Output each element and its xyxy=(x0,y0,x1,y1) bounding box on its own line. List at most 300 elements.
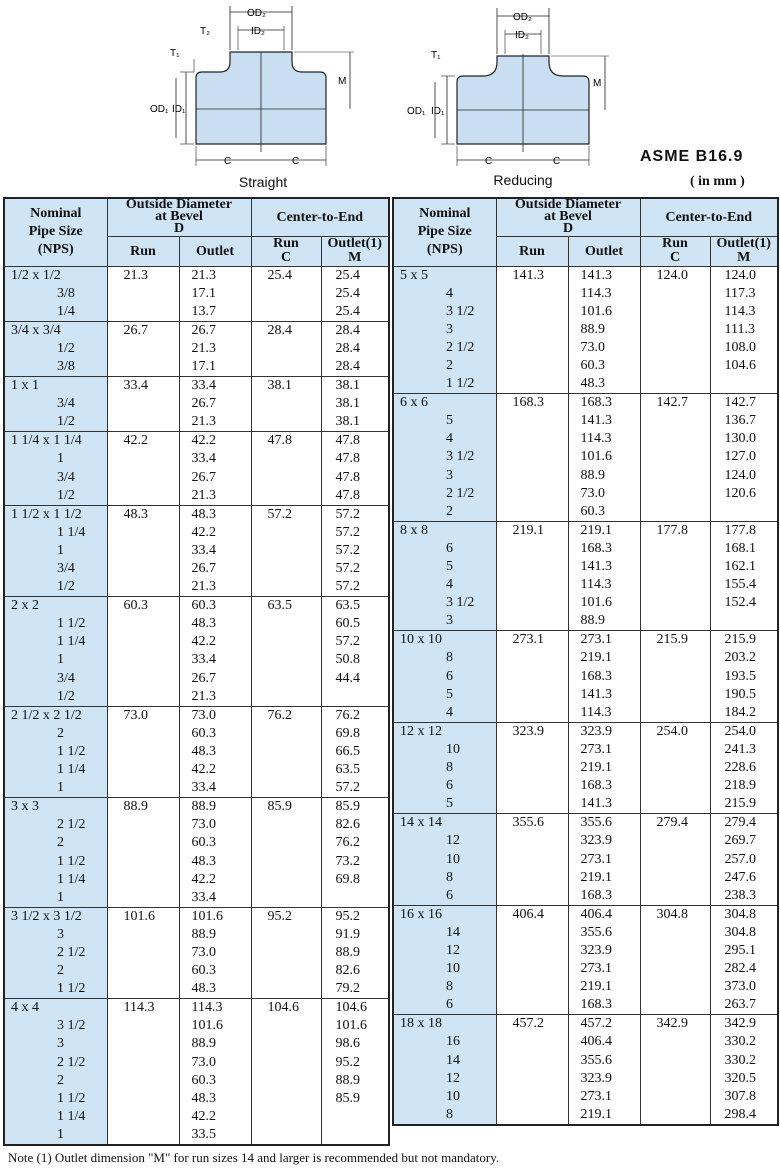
outlet-value: 48.3 xyxy=(191,1090,216,1106)
m-value: 155.4 xyxy=(724,577,756,593)
outlet-value: 21.3 xyxy=(191,579,216,595)
nps-value: 6 xyxy=(446,997,453,1013)
nps-value: 10 xyxy=(446,741,460,757)
m-value: 95.2 xyxy=(335,908,360,924)
m-value: 47.8 xyxy=(335,433,360,449)
center-outlet-cell xyxy=(710,394,778,522)
nps-value: 1 1/4 x 1 1/4 xyxy=(11,433,82,449)
m-value: 47.8 xyxy=(335,451,360,467)
m-value: 88.9 xyxy=(335,1072,360,1088)
nps-cell xyxy=(4,432,107,505)
m-value: 263.7 xyxy=(724,997,756,1013)
nps-value: 2 xyxy=(57,835,64,851)
od-run-cell xyxy=(496,905,568,1015)
outlet-value: 141.3 xyxy=(580,267,612,283)
nps-value: 1 1/2 x 1 1/2 xyxy=(11,506,82,522)
svg-text:ID₂: ID₂ xyxy=(251,26,265,37)
outlet-value: 114.3 xyxy=(580,577,612,593)
m-value: 104.6 xyxy=(724,357,756,373)
m-value: 25.4 xyxy=(335,303,360,319)
outlet-value: 17.1 xyxy=(191,358,216,374)
m-value: 342.9 xyxy=(724,1016,756,1032)
od-run-cell xyxy=(107,907,179,998)
outlet-value: 168.3 xyxy=(580,668,612,684)
od-outlet-cell xyxy=(179,798,251,908)
c-value: 25.4 xyxy=(267,267,292,283)
unit-label: ( in mm ) xyxy=(690,174,745,189)
outlet-value: 168.3 xyxy=(580,778,612,794)
outlet-value: 73.0 xyxy=(191,944,216,960)
outlet-value: 88.9 xyxy=(580,467,605,483)
nps-value: 12 xyxy=(446,1070,460,1086)
outlet-value: 273.1 xyxy=(580,741,612,757)
center-run-cell xyxy=(251,432,321,505)
outlet-value: 73.0 xyxy=(191,707,216,723)
center-outlet-cell xyxy=(321,505,389,596)
m-value: 330.2 xyxy=(724,1034,756,1050)
od-run-cell xyxy=(107,798,179,908)
m-value: 82.6 xyxy=(335,963,360,979)
outlet-value: 457.2 xyxy=(580,1016,612,1032)
m-value: 57.2 xyxy=(335,524,360,540)
od-outlet-cell xyxy=(179,321,251,376)
outlet-value: 60.3 xyxy=(580,357,605,373)
svg-text:OD₁: OD₁ xyxy=(150,104,169,115)
od-run-cell xyxy=(496,521,568,631)
nps-value: 5 xyxy=(446,413,453,429)
table-row xyxy=(4,432,389,505)
m-value: 120.6 xyxy=(724,485,756,501)
nps-value: 12 xyxy=(446,833,460,849)
svg-text:C: C xyxy=(224,156,232,167)
m-value: 57.2 xyxy=(335,634,360,650)
nps-value: 1 1/4 xyxy=(57,1108,86,1124)
nps-value: 4 xyxy=(446,285,453,301)
c-value: 85.9 xyxy=(267,799,292,815)
nps-value: 3/8 xyxy=(57,285,75,301)
outlet-value: 219.1 xyxy=(580,1106,612,1122)
outlet-value: 21.3 xyxy=(191,340,216,356)
outlet-value: 323.9 xyxy=(580,1070,612,1086)
nps-value: 1 xyxy=(57,780,64,796)
nps-value: 6 xyxy=(446,668,453,684)
m-value: 50.8 xyxy=(335,652,360,668)
table-row xyxy=(4,505,389,596)
outlet-value: 141.3 xyxy=(580,796,612,812)
reducing-caption: Reducing xyxy=(493,172,553,188)
m-value: 108.0 xyxy=(724,339,756,355)
nps-value: 10 xyxy=(446,1088,460,1104)
nps-value: 2 x 2 xyxy=(11,598,39,614)
nps-value: 1 xyxy=(57,889,64,905)
m-value: 57.2 xyxy=(335,561,360,576)
outlet-value: 219.1 xyxy=(580,869,612,885)
m-value: 63.5 xyxy=(335,762,360,778)
svg-text:OD₁: OD₁ xyxy=(407,106,426,117)
m-value: 269.7 xyxy=(724,833,756,849)
m-value: 76.2 xyxy=(335,707,360,723)
run-value: 457.2 xyxy=(512,1016,544,1032)
outlet-value: 33.4 xyxy=(191,889,216,905)
table-row xyxy=(4,798,389,908)
outlet-value: 73.0 xyxy=(580,485,605,501)
outlet-value: 323.9 xyxy=(580,723,612,739)
m-value: 66.5 xyxy=(335,743,360,759)
outlet-value: 73.0 xyxy=(191,817,216,833)
nps-value: 1 1/4 xyxy=(57,524,86,540)
m-value: 124.0 xyxy=(724,267,756,283)
m-value: 57.2 xyxy=(335,542,360,558)
nps-cell xyxy=(393,521,496,631)
m-value: 28.4 xyxy=(335,340,360,356)
outlet-value: 33.4 xyxy=(191,378,216,394)
svg-text:OD₂: OD₂ xyxy=(513,12,532,23)
m-value: 257.0 xyxy=(724,851,756,867)
header-run-c: Run C xyxy=(251,236,321,266)
outlet-value: 88.9 xyxy=(580,321,605,337)
nps-value: 10 xyxy=(446,961,460,977)
outlet-value: 42.2 xyxy=(191,634,216,650)
outlet-value: 406.4 xyxy=(580,906,612,922)
center-outlet-cell xyxy=(321,999,389,1145)
m-value: 73.2 xyxy=(335,853,360,869)
table-row xyxy=(4,321,389,376)
m-value: 28.4 xyxy=(335,358,360,374)
center-run-cell xyxy=(251,999,321,1145)
nps-value: 1/2 xyxy=(57,414,75,430)
svg-text:C: C xyxy=(553,156,561,167)
outlet-value: 60.3 xyxy=(191,598,216,614)
table-row xyxy=(393,266,778,394)
od-outlet-cell xyxy=(568,1015,640,1125)
table-row xyxy=(393,1015,778,1125)
header-od: Outside Diameter at Bevel D xyxy=(107,198,251,236)
m-value: 82.6 xyxy=(335,817,360,833)
header-run-c: Run C xyxy=(640,236,710,266)
header-cte: Center-to-End xyxy=(640,198,778,236)
nps-value: 2 1/2 xyxy=(446,485,475,501)
outlet-value: 101.6 xyxy=(580,449,612,465)
m-value: 114.3 xyxy=(724,303,756,319)
m-value: 38.1 xyxy=(335,414,360,430)
outlet-value: 273.1 xyxy=(580,1088,612,1104)
outlet-value: 60.3 xyxy=(191,963,216,979)
m-value: 47.8 xyxy=(335,487,360,503)
svg-text:OD₂: OD₂ xyxy=(247,8,266,19)
od-outlet-cell xyxy=(568,394,640,522)
nps-cell xyxy=(4,597,107,707)
center-outlet-cell xyxy=(710,905,778,1015)
center-outlet-cell xyxy=(321,377,389,432)
nps-value: 2 1/2 x 2 1/2 xyxy=(11,707,82,723)
nps-value: 2 1/2 xyxy=(446,339,475,355)
m-value: 295.1 xyxy=(724,942,756,958)
outlet-value: 48.3 xyxy=(580,376,605,392)
outlet-value: 21.3 xyxy=(191,688,216,704)
nps-value: 3 xyxy=(57,1036,64,1052)
nps-value: 12 x 12 xyxy=(400,723,442,739)
nps-value: 3/4 x 3/4 xyxy=(11,322,61,338)
table-row xyxy=(393,722,778,813)
nps-cell xyxy=(4,907,107,998)
m-value: 117.3 xyxy=(724,285,756,301)
reducing-tee-diagram xyxy=(405,4,615,174)
m-value: 177.8 xyxy=(724,522,756,538)
m-value: 91.9 xyxy=(335,926,360,942)
nps-value: 3/4 xyxy=(57,561,75,576)
od-outlet-cell xyxy=(568,631,640,722)
outlet-value: 355.6 xyxy=(580,924,612,940)
left-dimension-table xyxy=(3,197,390,1146)
outlet-value: 273.1 xyxy=(580,961,612,977)
nps-value: 14 x 14 xyxy=(400,815,442,831)
nps-cell xyxy=(4,321,107,376)
outlet-value: 42.2 xyxy=(191,433,216,449)
center-run-cell xyxy=(251,321,321,376)
run-value: 33.4 xyxy=(123,378,148,394)
m-value: 190.5 xyxy=(724,686,756,702)
outlet-value: 355.6 xyxy=(580,815,612,831)
run-value: 406.4 xyxy=(512,906,544,922)
run-value: 219.1 xyxy=(512,522,544,538)
nps-value: 2 1/2 xyxy=(57,1054,86,1070)
center-outlet-cell xyxy=(321,706,389,797)
od-outlet-cell xyxy=(179,597,251,707)
nps-value: 2 1/2 xyxy=(57,944,86,960)
od-run-cell xyxy=(496,814,568,905)
m-value: 101.6 xyxy=(335,1018,367,1034)
outlet-value: 219.1 xyxy=(580,979,612,995)
center-outlet-cell xyxy=(710,631,778,722)
run-value: 168.3 xyxy=(512,395,544,411)
outlet-value: 88.9 xyxy=(191,1036,216,1052)
header-outlet: Outlet xyxy=(568,236,640,266)
center-run-cell xyxy=(251,798,321,908)
header-run: Run xyxy=(496,236,568,266)
c-value: 38.1 xyxy=(267,378,292,394)
center-run-cell xyxy=(640,722,710,813)
m-value: 57.2 xyxy=(335,506,360,522)
nps-value: 5 xyxy=(446,559,453,574)
outlet-value: 323.9 xyxy=(580,833,612,849)
nps-value: 2 xyxy=(57,963,64,979)
outlet-value: 33.4 xyxy=(191,542,216,558)
header-run: Run xyxy=(107,236,179,266)
nps-value: 3/8 xyxy=(57,358,75,374)
od-run-cell xyxy=(107,706,179,797)
center-run-cell xyxy=(251,266,321,321)
nps-value: 3 xyxy=(57,926,64,942)
m-value: 44.4 xyxy=(335,670,360,686)
m-value: 215.9 xyxy=(724,796,756,812)
nps-value: 5 xyxy=(446,796,453,812)
nps-value: 1/2 xyxy=(57,688,75,704)
center-run-cell xyxy=(251,907,321,998)
m-value: 47.8 xyxy=(335,469,360,485)
m-value: 38.1 xyxy=(335,396,360,412)
nps-value: 1/2 xyxy=(57,579,75,595)
standard-label: ASME B16.9 xyxy=(640,148,744,165)
nps-value: 10 xyxy=(446,851,460,867)
svg-text:C: C xyxy=(292,156,300,167)
nps-value: 1 1/2 xyxy=(57,743,86,759)
od-outlet-cell xyxy=(179,706,251,797)
nps-value: 14 xyxy=(446,1052,460,1068)
m-value: 241.3 xyxy=(724,741,756,757)
nps-value: 2 xyxy=(57,725,64,741)
center-outlet-cell xyxy=(321,266,389,321)
nps-value: 1 xyxy=(57,652,64,668)
outlet-value: 114.3 xyxy=(580,285,612,301)
center-outlet-cell xyxy=(321,798,389,908)
nps-value: 3 x 3 xyxy=(11,799,39,815)
od-outlet-cell xyxy=(179,432,251,505)
m-value: 88.9 xyxy=(335,944,360,960)
outlet-value: 141.3 xyxy=(580,413,612,429)
nps-value: 3 1/2 xyxy=(446,303,475,319)
center-run-cell xyxy=(251,597,321,707)
nps-value: 1 1/4 xyxy=(57,762,86,778)
m-value: 25.4 xyxy=(335,285,360,301)
m-value: 130.0 xyxy=(724,431,756,447)
table-row xyxy=(4,907,389,998)
m-value: 38.1 xyxy=(335,378,360,394)
center-run-cell xyxy=(640,521,710,631)
m-value: 218.9 xyxy=(724,778,756,794)
nps-value: 8 xyxy=(446,1106,453,1122)
od-outlet-cell xyxy=(179,999,251,1145)
run-value: 26.7 xyxy=(123,322,148,338)
center-run-cell xyxy=(640,266,710,394)
table-row xyxy=(4,999,389,1145)
nps-value: 10 x 10 xyxy=(400,632,442,648)
center-outlet-cell xyxy=(710,1015,778,1125)
run-value: 101.6 xyxy=(123,908,155,924)
c-value: 177.8 xyxy=(656,522,688,538)
outlet-value: 13.7 xyxy=(191,303,216,319)
c-value: 104.6 xyxy=(267,1000,299,1016)
outlet-value: 101.6 xyxy=(191,908,223,924)
c-value: 28.4 xyxy=(267,322,292,338)
outlet-value: 219.1 xyxy=(580,650,612,666)
od-outlet-cell xyxy=(179,505,251,596)
run-value: 323.9 xyxy=(512,723,544,739)
outlet-value: 88.9 xyxy=(191,799,216,815)
m-value: 127.0 xyxy=(724,449,756,465)
outlet-value: 168.3 xyxy=(580,997,612,1013)
m-value: 193.5 xyxy=(724,668,756,684)
c-value: 76.2 xyxy=(267,707,292,723)
od-run-cell xyxy=(107,377,179,432)
nps-value: 1/4 xyxy=(57,303,75,319)
outlet-value: 33.5 xyxy=(191,1126,216,1142)
run-value: 273.1 xyxy=(512,632,544,648)
c-value: 95.2 xyxy=(267,908,292,924)
od-run-cell xyxy=(496,394,568,522)
od-outlet-cell xyxy=(179,907,251,998)
nps-value: 14 xyxy=(446,924,460,940)
c-value: 215.9 xyxy=(656,632,688,648)
outlet-value: 42.2 xyxy=(191,1108,216,1124)
m-value: 228.6 xyxy=(724,760,756,776)
od-outlet-cell xyxy=(568,905,640,1015)
nps-value: 1/2 x 1/2 xyxy=(11,267,61,283)
nps-value: 3 1/2 x 3 1/2 xyxy=(11,908,82,924)
outlet-value: 26.7 xyxy=(191,670,216,686)
header-nominal: Nominal Pipe Size (NPS) xyxy=(4,198,107,266)
outlet-value: 26.7 xyxy=(191,469,216,485)
outlet-value: 21.3 xyxy=(191,414,216,430)
od-run-cell xyxy=(496,631,568,722)
m-value: 162.1 xyxy=(724,559,756,574)
m-value: 79.2 xyxy=(335,981,360,997)
center-outlet-cell xyxy=(321,321,389,376)
nps-value: 4 xyxy=(446,577,453,593)
header-outlet: Outlet xyxy=(179,236,251,266)
footnote: Note (1) Outlet dimension "M" for run sizes 14 and larger is recommended but not mandatory. xyxy=(8,1150,500,1165)
nps-value: 6 xyxy=(446,778,453,794)
nps-value: 1 xyxy=(57,542,64,558)
table-row xyxy=(4,377,389,432)
m-value: 98.6 xyxy=(335,1036,360,1052)
center-outlet-cell xyxy=(710,266,778,394)
c-value: 57.2 xyxy=(267,506,292,522)
nps-value: 16 x 16 xyxy=(400,906,442,922)
outlet-value: 42.2 xyxy=(191,871,216,887)
table-row xyxy=(393,394,778,522)
header-outlet-m: Outlet(1) M xyxy=(710,236,778,266)
m-value: 95.2 xyxy=(335,1054,360,1070)
c-value: 47.8 xyxy=(267,433,292,449)
nps-value: 3/4 xyxy=(57,670,75,686)
outlet-value: 168.3 xyxy=(580,540,612,556)
svg-text:ID₁: ID₁ xyxy=(431,106,445,117)
outlet-value: 88.9 xyxy=(580,613,605,629)
svg-text:M: M xyxy=(338,76,347,87)
straight-tee-diagram xyxy=(150,4,360,174)
table-row xyxy=(4,266,389,321)
outlet-value: 26.7 xyxy=(191,561,216,576)
c-value: 304.8 xyxy=(656,906,688,922)
outlet-value: 48.3 xyxy=(191,981,216,997)
c-value: 279.4 xyxy=(656,815,688,831)
outlet-value: 101.6 xyxy=(580,303,612,319)
nps-value: 3 xyxy=(446,613,453,629)
center-outlet-cell xyxy=(321,597,389,707)
outlet-value: 114.3 xyxy=(580,431,612,447)
m-value: 184.2 xyxy=(724,704,756,720)
nps-value: 1 1/2 xyxy=(57,616,86,632)
outlet-value: 60.3 xyxy=(191,725,216,741)
table-row xyxy=(393,631,778,722)
nps-cell xyxy=(4,377,107,432)
nps-value: 1 xyxy=(57,451,64,467)
nps-value: 1 1/2 xyxy=(446,376,475,392)
m-value: 298.4 xyxy=(724,1106,756,1122)
od-outlet-cell xyxy=(179,266,251,321)
m-value: 25.4 xyxy=(335,267,360,283)
center-run-cell xyxy=(251,505,321,596)
nps-cell xyxy=(393,631,496,722)
straight-caption: Straight xyxy=(238,174,288,190)
outlet-value: 26.7 xyxy=(191,396,216,412)
outlet-value: 21.3 xyxy=(191,487,216,503)
nps-cell xyxy=(4,706,107,797)
nps-value: 1 1/4 xyxy=(57,634,86,650)
nps-value: 2 xyxy=(446,503,453,519)
m-value: 238.3 xyxy=(724,887,756,903)
m-value: 304.8 xyxy=(724,906,756,922)
